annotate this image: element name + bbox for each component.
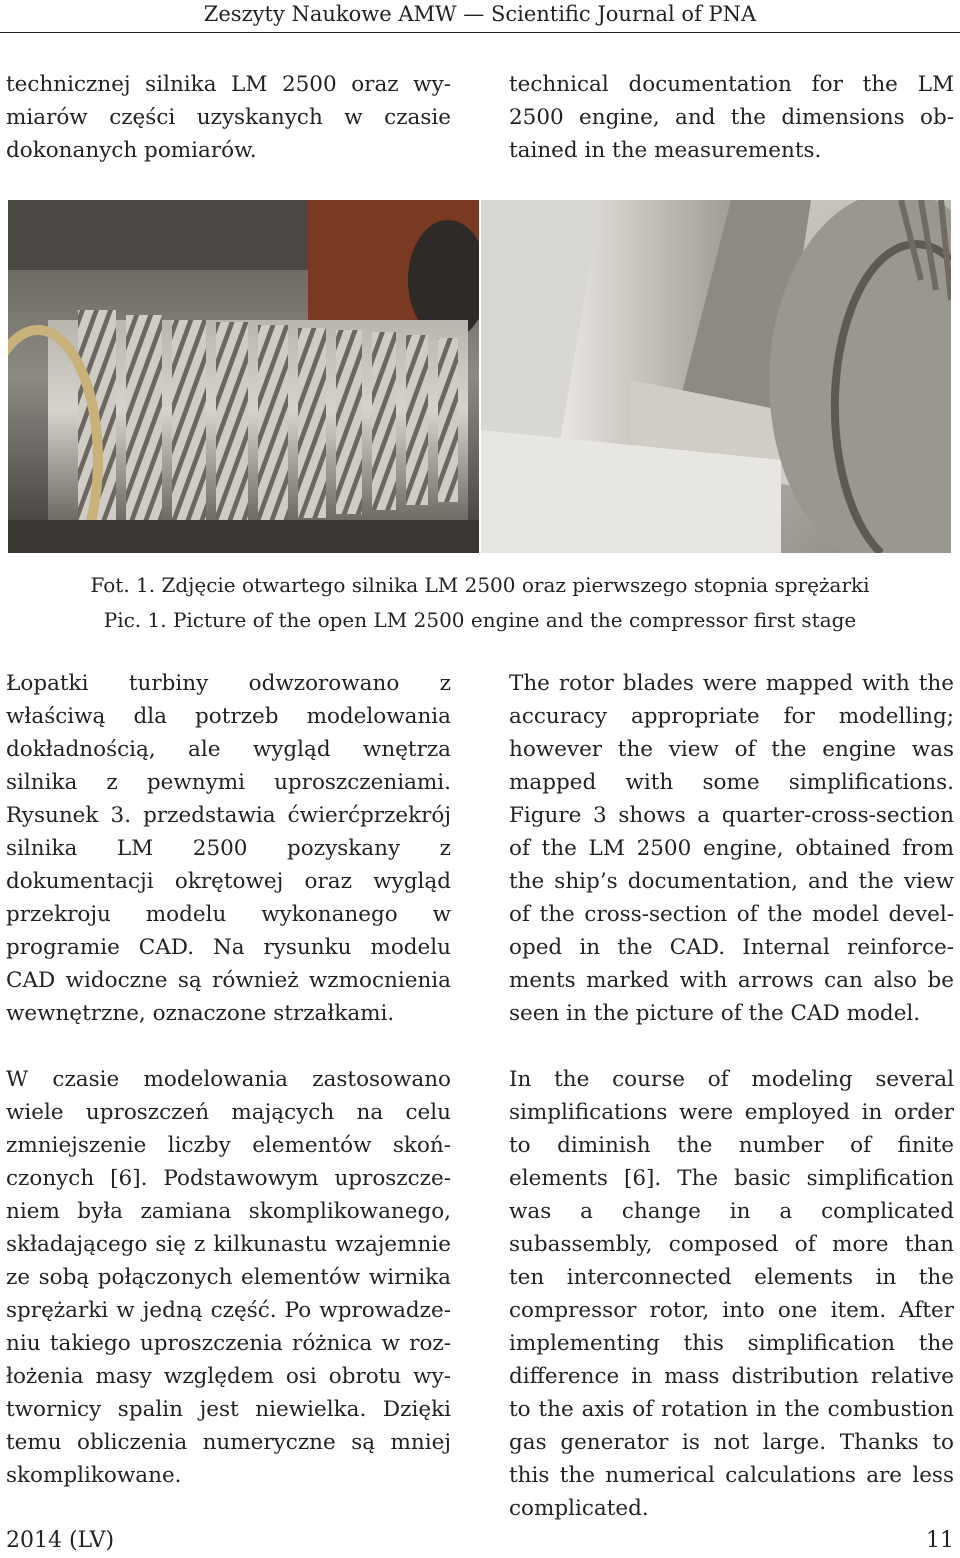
figure-caption-pl: Fot. 1. Zdjęcie otwartego silnika LM 2500 oraz pierwszego stopnia sprężarki bbox=[90, 573, 870, 597]
body-paragraph-en-1: The rotor blades were mapped with the accuracy appropriate for modelling; however the view of the engine was mapped with some simplifications. Figure 3 shows a quarter-cross-section of the LM 2500 engine, obtained from the ship’s documentation, and the view of the cross-section of the model developed in the CAD. Internal reinforcements marked with arrows can also be seen in the picture of the CAD model. bbox=[509, 671, 954, 1026]
body-paragraph-en-2: In the course of modeling several simplifications were employed in order to diminish the number of finite elements [6]. The basic simplification was a change in a complicated subassembly, composed of more than ten interconnected elements in the compressor rotor, into one item. After implementing this simplification the difference in mass distribution relative to the axis of rotation in the combustion gas generator is not large. Thanks to this the numerical calculations are less complicated. bbox=[509, 1067, 954, 1521]
intro-paragraph-en: technical documentation for the LM 2500 engine, and the dimensions obtained in the measurements. bbox=[509, 72, 954, 163]
running-header: Zeszyty Naukowe AMW — Scientific Journal of PNA bbox=[203, 2, 757, 26]
body-column-en bbox=[509, 667, 954, 1525]
intro-paragraph-pl: technicznej silnika LM 2500 oraz wymiarów części uzyskanych w czasie dokonanych pomiarów. bbox=[6, 72, 451, 163]
intro-column-en bbox=[509, 68, 954, 167]
engine-photo bbox=[8, 200, 479, 553]
figure-caption-en: Pic. 1. Picture of the open LM 2500 engine and the compressor first stage bbox=[103, 608, 857, 632]
footer-page-number: 11 bbox=[926, 1528, 954, 1553]
body-paragraph-pl-1: Łopatki turbiny odwzorowano z właściwą dla potrzeb modelowania dokładnością, ale wygląd wnętrza silnika z pewnymi uproszczeniami. Rysunek 3. przedstawia ćwierćprzekrój silnika LM 2500 pozyskany z dokumentacji okrętowej oraz wygląd przekroju modelu wykonanego w programie CAD. Na rysunku modelu CAD widoczne są również wzmocnienia wewnętrzne, oznaczone strzałkami. bbox=[6, 671, 451, 1026]
intro-column-pl bbox=[6, 68, 451, 167]
footer-issue: 2014 (LV) bbox=[6, 1528, 115, 1553]
header-rule bbox=[0, 32, 960, 33]
body-paragraph-pl-2: W czasie modelowania zastosowano wiele uproszczeń mających na celu zmniejszenie liczby elementów skończonych [6]. Podstawowym uproszczeniem była zamiana skomplikowanego, składającego się z kilkunastu wzajemnie ze sobą połączonych elementów wirnika sprężarki w jedną część. Po wprowadzeniu takiego uproszczenia różnica w rozłożenia masy względem osi obrotu wytwornicy spalin jest niewielka. Dzięki temu obliczenia numeryczne są mniej skomplikowane. bbox=[6, 1067, 451, 1488]
body-column-pl bbox=[6, 667, 451, 1492]
compressor-first-stage-photo bbox=[481, 200, 951, 553]
